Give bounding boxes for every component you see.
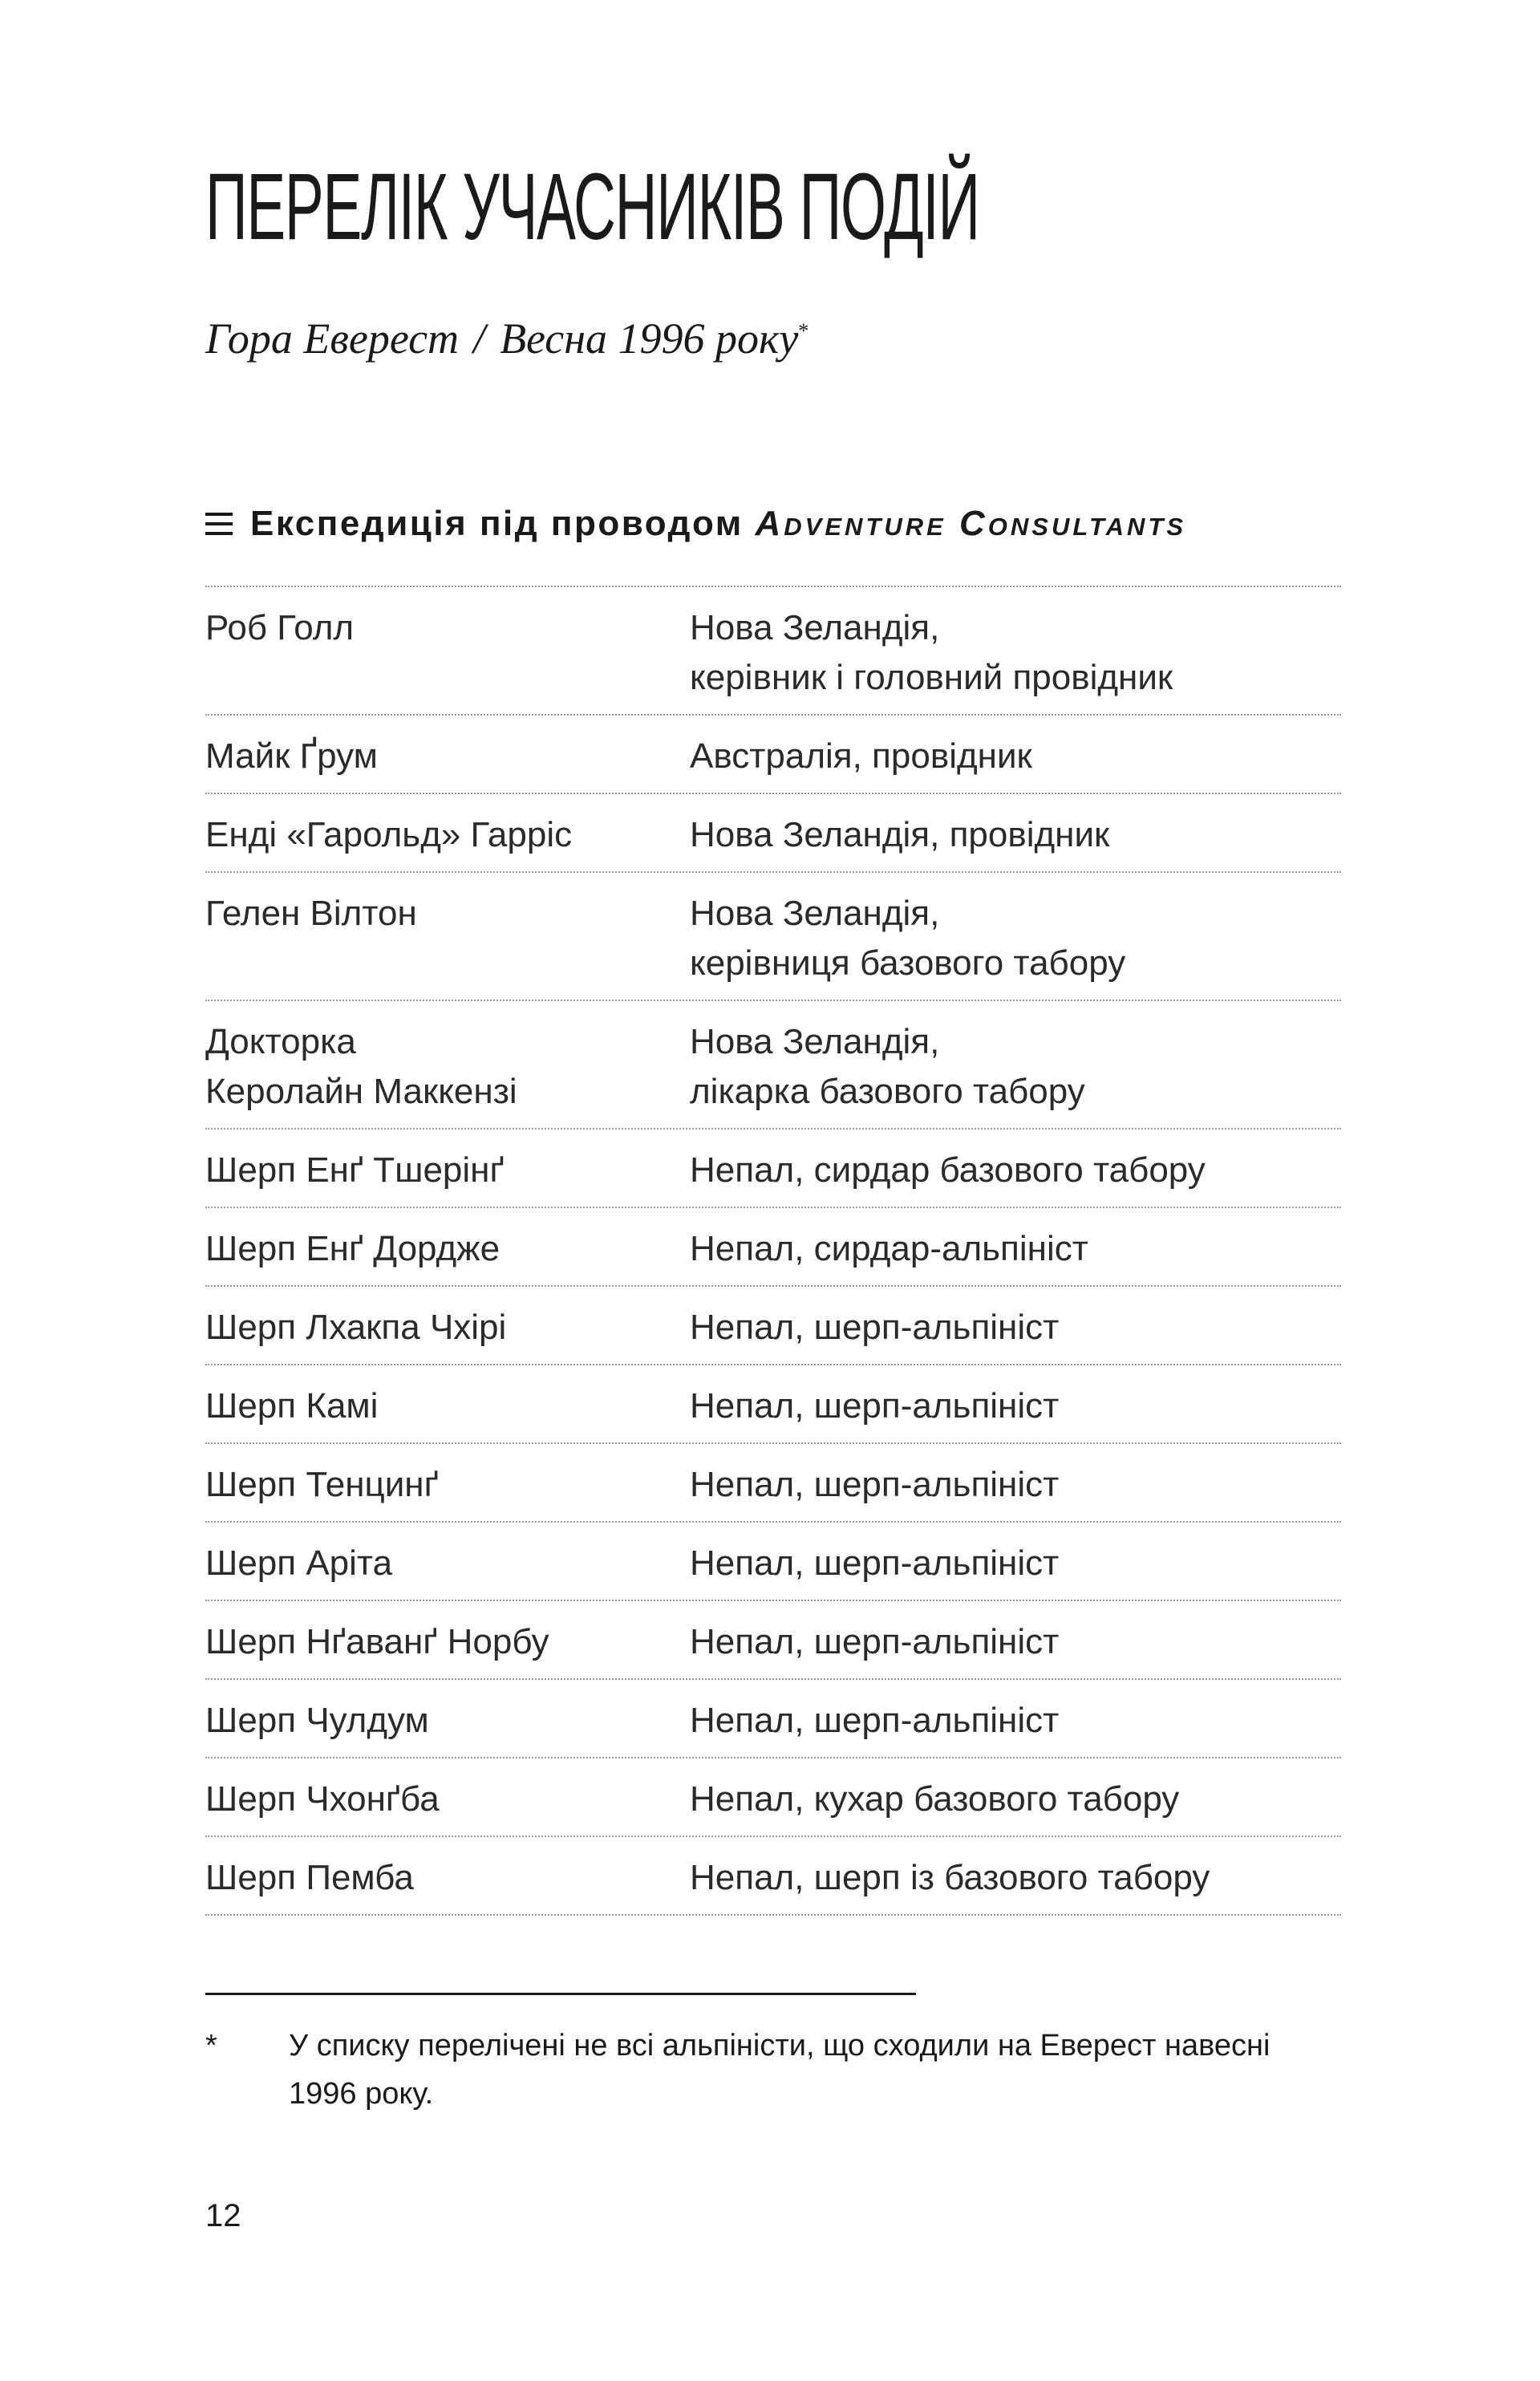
participant-name: Шерп Камі: [205, 1386, 379, 1426]
table-row: [205, 1208, 1341, 1287]
footnote: [205, 2022, 1344, 2118]
participant-role: Непал, шерп-альпініст: [690, 1543, 1060, 1583]
participant-role: Нова Зеландія, керівник і головний провідник: [690, 608, 1173, 697]
participant-role: Нова Зеландія, провідник: [690, 815, 1110, 854]
table-row: [205, 1680, 1341, 1758]
table-row: [205, 794, 1341, 873]
section-title: [250, 504, 1186, 544]
participant-name: Майк Ґрум: [205, 736, 378, 776]
menu-lines-icon: [205, 510, 233, 537]
participant-name: Роб Голл: [205, 608, 355, 647]
participant-name: Шерп Пемба: [205, 1858, 414, 1897]
section-title-prefix: Експедиція під проводом: [250, 504, 756, 543]
participant-name: Гелен Вілтон: [205, 894, 417, 933]
page-title: ПЕРЕЛІК УЧАСНИКІВ ПОДІЙ: [205, 154, 979, 260]
table-row: [205, 716, 1341, 794]
subtitle-separator: /: [473, 314, 486, 363]
participant-role: Непал, шерп-альпініст: [690, 1308, 1060, 1347]
participant-role: Непал, кухар базового табору: [690, 1779, 1180, 1819]
participant-role: Непал, сирдар базового табору: [690, 1150, 1206, 1190]
participant-role: Нова Зеландія, лікарка базового табору: [690, 1022, 1085, 1111]
participant-role: Нова Зеландія, керівниця базового табору: [690, 894, 1126, 983]
participant-name: Шерп Енґ Тшерінґ: [205, 1150, 505, 1190]
participant-role: Непал, сирдар-альпініст: [690, 1229, 1088, 1268]
page-number: 12: [205, 2198, 241, 2233]
table-row: [205, 1444, 1341, 1523]
table-row: [205, 1523, 1341, 1601]
table-row: [205, 1601, 1341, 1680]
table-row: [205, 1837, 1341, 1916]
section-title-organization: Adventure Consultants: [755, 504, 1187, 543]
footnote-marker: *: [205, 2029, 217, 2063]
participant-name: Шерп Тенцинґ: [205, 1465, 439, 1504]
table-row: [205, 1365, 1341, 1444]
participant-name: Шерп Аріта: [205, 1543, 393, 1583]
participants-table: [205, 586, 1341, 1916]
participant-name: Енді «Гарольд» Гарріс: [205, 815, 573, 854]
table-row: [205, 587, 1341, 716]
table-row: [205, 873, 1341, 1001]
footnote-divider: [205, 1993, 916, 1995]
footnote-text: У списку перелічені не всі альпіністи, що сходили на Еверест навесні 1996 року.: [289, 2029, 1270, 2111]
table-row: [205, 1287, 1341, 1365]
table-row: [205, 1758, 1341, 1837]
subtitle-location: Гора Еверест: [205, 314, 460, 363]
participant-name: Шерп Нґаванґ Норбу: [205, 1622, 549, 1661]
participant-role: Непал, шерп-альпініст: [690, 1386, 1060, 1426]
participant-name: Шерп Чулдум: [205, 1701, 429, 1740]
page-subtitle: [205, 303, 808, 367]
participant-role: Австралія, провідник: [690, 736, 1032, 776]
participant-name: Шерп Чхонґба: [205, 1779, 440, 1819]
table-row: [205, 1001, 1341, 1130]
participant-name: Докторка Керолайн Маккензі: [205, 1022, 517, 1111]
section-heading: [205, 504, 1186, 544]
participant-role: Непал, шерп із базового табору: [690, 1858, 1210, 1897]
participant-name: Шерп Лхакпа Чхірі: [205, 1308, 507, 1347]
participant-role: Непал, шерп-альпініст: [690, 1701, 1060, 1740]
table-row: [205, 1130, 1341, 1208]
participant-role: Непал, шерп-альпініст: [690, 1465, 1060, 1504]
participant-role: Непал, шерп-альпініст: [690, 1622, 1060, 1661]
participant-name: Шерп Енґ Дордже: [205, 1229, 500, 1268]
footnote-reference: *: [798, 319, 809, 343]
subtitle-season: Весна 1996 року: [500, 314, 799, 363]
